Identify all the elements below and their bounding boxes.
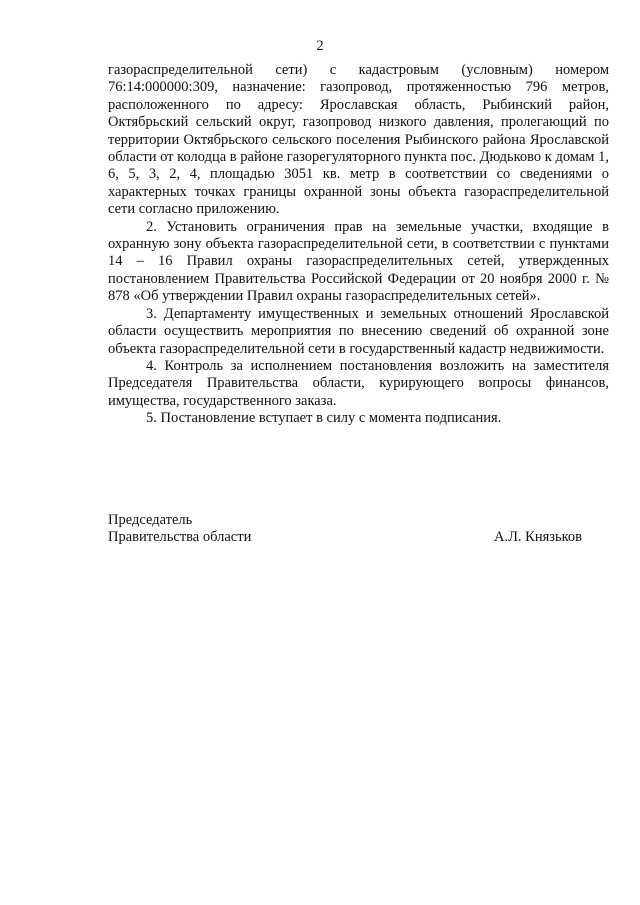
paragraph-5: 5. Постановление вступает в силу с момента подписания. <box>146 410 502 427</box>
signature-block <box>108 512 582 547</box>
paragraph-continuation: газораспределительной сети) с кадастровым (условным) номером 76:14:000000:309, назначение: газопровод, протяженностью 796 метров, расположенного по адресу: Ярославская область, Рыбинский район, Октябрьский сельский округ, газопровод низкого давления, пролегающий по территории Октябрьского сельского поселения Рыбинского района Ярославской области от колодца в районе газорегуляторного пункта пос. Дюдьково к домам 1, 6, 5, 3, 2, 4, площадью 3051 кв. метр в соответствии со сведениями о характерных точках границы охранной зоны объекта газораспределительной сети согласно приложению. <box>108 62 609 218</box>
signatory-name: А.Л. Князьков <box>493 529 582 546</box>
paragraph-4: 4. Контроль за исполнением постановления возложить на заместителя Председателя Правительства области, курирующего вопросы финансов, имущества, государственного заказа. <box>108 357 609 409</box>
signatory-title-line2: Правительства области <box>108 529 252 546</box>
paragraph-3: 3. Департаменту имущественных и земельных отношений Ярославской области осуществить мероприятия по внесению сведений об охранной зоне объекта газораспределительной сети в государственный кадастр недвижимости. <box>108 305 609 357</box>
paragraph-2: 2. Установить ограничения прав на земельные участки, входящие в охранную зону объекта газораспределительной сети, в соответствии с пунктами 14 – 16 Правил охраны газораспределительных сетей, утвержденных постановлением Правительства Российской Федерации от 20 ноября 2000 г. № 878 «Об утверждении Правил охраны газораспределительных сетей». <box>108 218 609 305</box>
signatory-title-line1: Председатель <box>108 512 193 528</box>
document-body <box>108 62 609 428</box>
page-number: 2 <box>316 38 324 54</box>
signature-row <box>108 529 582 546</box>
